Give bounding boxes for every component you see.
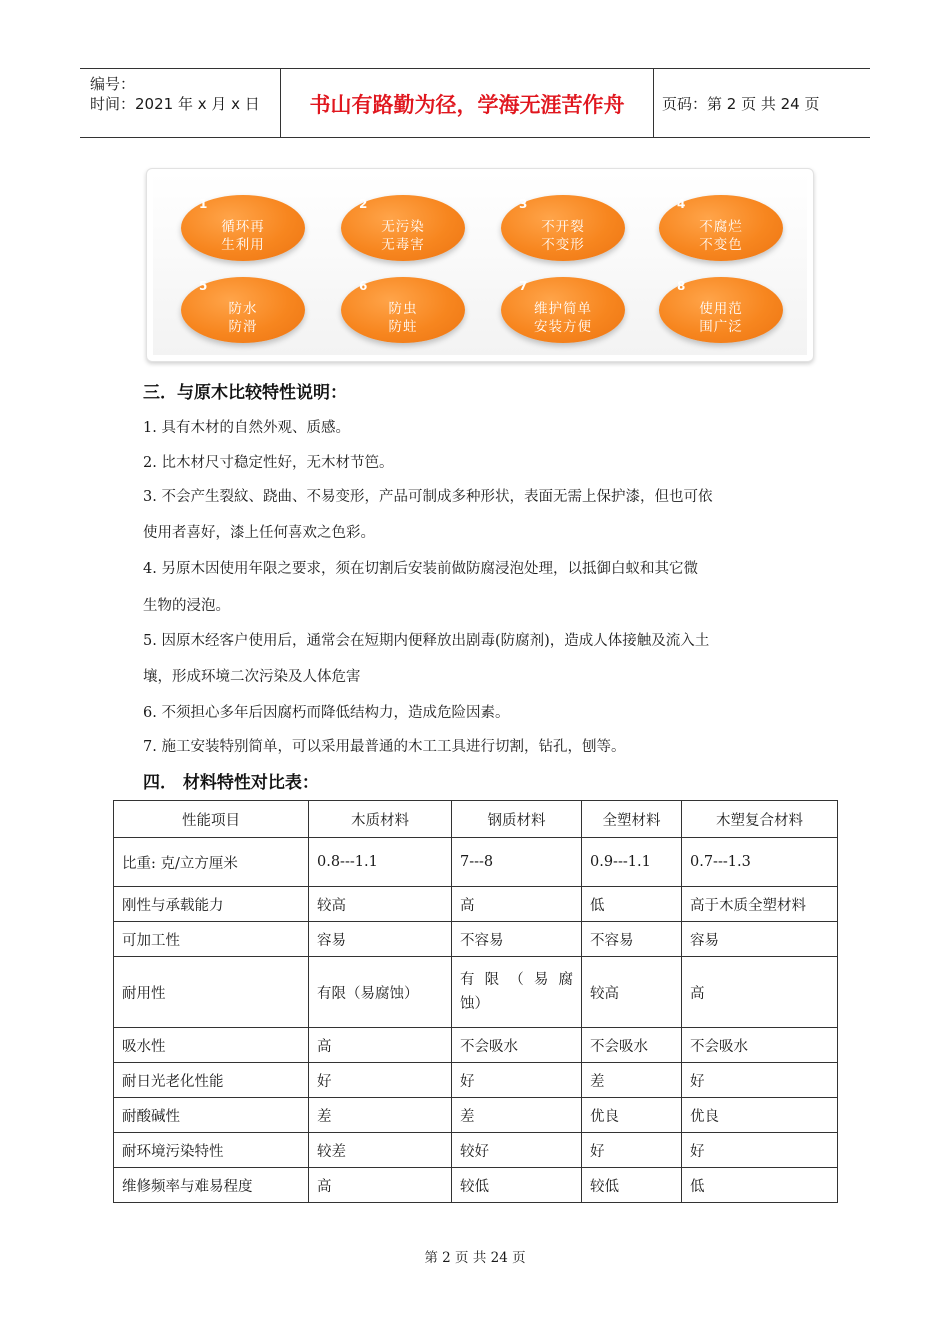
table-cell: 高 [309,1028,452,1063]
table-cell: 吸水性 [114,1028,309,1063]
table-row [114,922,838,957]
table-row [114,1098,838,1133]
table-cell: 7---8 [452,838,582,887]
table-cell: 0.9---1.1 [582,838,682,887]
number-label: 编号： [90,75,136,93]
table-cell: 较好 [452,1133,582,1168]
table-cell: 好 [309,1063,452,1098]
table-cell: 不容易 [582,922,682,957]
paragraph-line: 6. 不须担心多年后因腐朽而降低结构力，造成危险因素。 [143,705,510,721]
table-cell: 有限（易腐蚀） [309,957,452,1028]
feature-badge: 6 防虫 防蛀 [341,277,465,343]
table-cell: 不会吸水 [682,1028,838,1063]
table-cell: 耐用性 [114,957,309,1028]
table-cell: 低 [582,887,682,922]
table-cell: 耐环境污染特性 [114,1133,309,1168]
page-number-label: 页码：第 2 页 共 24 页 [662,95,820,113]
paragraph-line: 7. 施工安装特别简单，可以采用最普通的木工工具进行切割，钻孔，刨等。 [143,739,626,755]
page-footer: 第 2 页 共 24 页 [424,1250,526,1266]
table-row [114,1133,838,1168]
table-cell: 耐日光老化性能 [114,1063,309,1098]
table-cell: 耐酸碱性 [114,1098,309,1133]
feature-badge: 1 循环再 生利用 [181,195,305,261]
table-cell: 高 [452,887,582,922]
paragraph-line: 5. 因原木经客户使用后，通常会在短期内便释放出剧毒(防腐剂)，造成人体接触及流入土 [143,633,710,649]
page-header [80,68,870,138]
paragraph-line: 生物的浸泡。 [143,598,230,614]
header-page-cell [652,69,870,137]
table-cell: 差 [582,1063,682,1098]
time-label: 时间：2021 年 x 月 x 日 [90,95,260,113]
table-cell-line: 有限（易腐 [460,972,573,988]
feature-badge: 5 防水 防滑 [181,277,305,343]
table-row [114,1063,838,1098]
table-cell: 不容易 [452,922,582,957]
table-cell: 低 [682,1168,838,1203]
table-cell: 较高 [582,957,682,1028]
table-row [114,1168,838,1203]
table-cell: 0.7---1.3 [682,838,838,887]
table-cell-line: 蚀） [460,996,489,1012]
table-cell: 优良 [682,1098,838,1133]
table-cell: 容易 [309,922,452,957]
paragraph-line: 3. 不会产生裂紋、跷曲、不易变形，产品可制成多种形状，表面无需上保护漆，但也可依 [143,489,713,505]
table-header-cell: 全塑材料 [582,801,682,838]
table-header-cell: 木质材料 [309,801,452,838]
table-cell: 好 [682,1133,838,1168]
table-cell: 好 [452,1063,582,1098]
table-cell: 差 [452,1098,582,1133]
table-header-row [114,801,838,838]
table-cell: 不会吸水 [582,1028,682,1063]
table-cell: 0.8---1.1 [309,838,452,887]
feature-badge: 7 维护简单 安装方便 [501,277,625,343]
table-cell: 可加工性 [114,922,309,957]
material-comparison-table [113,800,838,1203]
table-cell: 比重: 克/立方厘米 [114,838,309,887]
table-cell: 较低 [582,1168,682,1203]
paragraph-line: 4. 另原木因使用年限之要求，须在切割后安装前做防腐浸泡处理，以抵御白蚁和其它微 [143,561,698,577]
feature-badges-image [146,168,814,362]
table-row [114,957,838,1028]
table-header-cell: 性能项目 [114,801,309,838]
table-row [114,1028,838,1063]
table-cell: 不会吸水 [452,1028,582,1063]
table-row [114,887,838,922]
table-cell: 优良 [582,1098,682,1133]
paragraph-line: 1. 具有木材的自然外观、质感。 [143,420,350,436]
table-cell: 刚性与承载能力 [114,887,309,922]
table-cell: 较高 [309,887,452,922]
feature-badge: 8 使用范 围广泛 [659,277,783,343]
paragraph-line: 2. 比木材尺寸稳定性好，无木材节笆。 [143,455,394,471]
table-header-cell: 钢质材料 [452,801,582,838]
section-4-title: 四． 材料特性对比表： [143,773,319,793]
table-cell: 好 [682,1063,838,1098]
table-cell: 维修频率与难易程度 [114,1168,309,1203]
header-motto-cell [280,69,654,137]
feature-badge: 4 不腐烂 不变色 [659,195,783,261]
table-cell: 容易 [682,922,838,957]
header-meta-cell [80,69,280,137]
table-cell [452,957,582,1028]
paragraph-line: 壤，形成环境二次污染及人体危害 [143,669,361,685]
table-header-cell: 木塑复合材料 [682,801,838,838]
paragraph-line: 使用者喜好，漆上任何喜欢之色彩。 [143,525,375,541]
table-cell: 高 [682,957,838,1028]
table-cell: 高 [309,1168,452,1203]
table-cell: 好 [582,1133,682,1168]
table-cell: 差 [309,1098,452,1133]
table-cell: 较差 [309,1133,452,1168]
feature-badge: 3 不开裂 不变形 [501,195,625,261]
table-cell: 高于木质全塑材料 [682,887,838,922]
motto: 书山有路勤为径，学海无涯苦作舟 [309,93,625,117]
table-row [114,838,838,887]
table-cell: 较低 [452,1168,582,1203]
feature-badge: 2 无污染 无毒害 [341,195,465,261]
section-3-title: 三．与原木比较特性说明： [143,383,347,403]
